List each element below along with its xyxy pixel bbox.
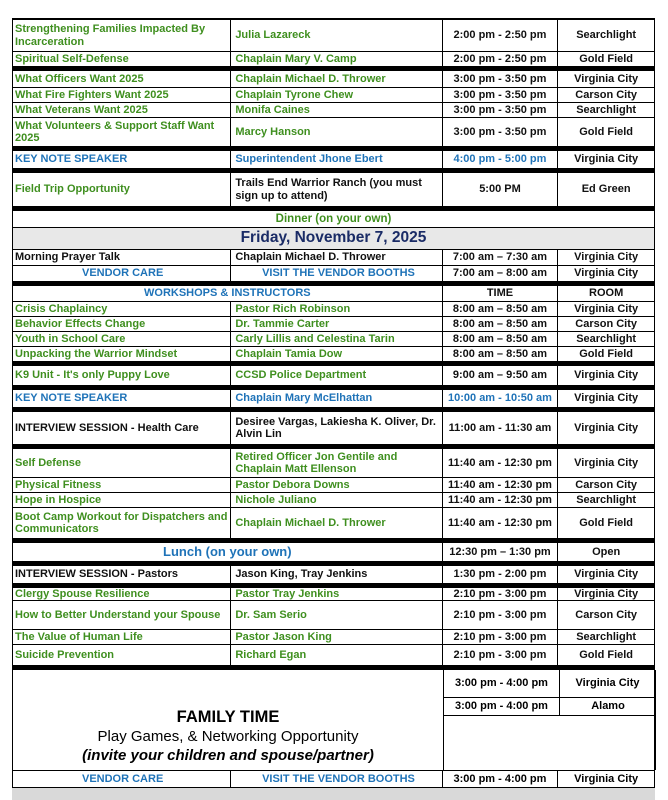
- schedule-row: [12, 361, 655, 385]
- schedule-row: [12, 507, 655, 538]
- session-title: What Fire Fighters Want 2025: [13, 88, 231, 102]
- session-title: Unpacking the Warrior Mindset: [13, 347, 231, 361]
- dinner-row: [12, 206, 655, 227]
- session-presenter: Marcy Hanson: [231, 118, 442, 146]
- schedule-row: [12, 407, 655, 444]
- vendor-final-time: 3:00 pm - 4:00 pm: [443, 771, 559, 787]
- session-room: Virginia City: [574, 588, 639, 600]
- family-time-title: FAMILY TIME: [176, 708, 280, 726]
- session-time: 3:00 pm - 3:50 pm: [443, 118, 559, 146]
- session-room: Carson City: [575, 478, 638, 491]
- session-title: INTERVIEW SESSION - Health Care: [13, 412, 231, 444]
- session-presenter: Pastor Debora Downs: [231, 478, 442, 492]
- session-title: VENDOR CARE: [13, 266, 231, 281]
- schedule-row: [12, 301, 655, 316]
- session-room: Searchlight: [576, 493, 637, 506]
- schedule-row: [12, 492, 655, 507]
- session-time: 5:00 PM: [443, 173, 559, 206]
- schedule-row: [12, 146, 655, 168]
- vendor-final-row: [12, 770, 655, 787]
- session-title: What Veterans Want 2025: [13, 103, 231, 117]
- session-room: Carson City: [575, 88, 638, 101]
- vendor-final-room: Virginia City: [574, 772, 639, 785]
- schedule-row: [12, 346, 655, 361]
- session-time: 3:00 pm - 3:50 pm: [443, 88, 559, 102]
- session-presenter: Carly Lillis and Celestina Tarin: [231, 332, 442, 346]
- session-presenter: VISIT THE VENDOR BOOTHS: [231, 266, 442, 281]
- session-presenter: Dr. Sam Serio: [231, 601, 442, 629]
- session-room: Gold Field: [579, 648, 634, 661]
- schedule-row: [12, 385, 655, 407]
- schedule-row: [12, 117, 655, 146]
- session-room: Open: [592, 545, 621, 558]
- family-slot1-time: 3:00 pm - 4:00 pm: [444, 670, 560, 698]
- vendor-final-label: VENDOR CARE: [13, 771, 231, 787]
- session-presenter: Chaplain Michael D. Thrower: [231, 71, 442, 87]
- session-time: 8:00 am – 8:50 am: [443, 332, 559, 346]
- session-time: 8:00 am – 8:50 am: [443, 302, 559, 316]
- session-title: Clergy Spouse Resilience: [13, 588, 231, 600]
- session-time: 11:40 am - 12:30 pm: [443, 493, 559, 507]
- schedule-row: [12, 477, 655, 492]
- session-room: Virginia City: [574, 369, 639, 382]
- session-title: Strengthening Families Impacted By Incarceration: [13, 20, 231, 51]
- session-room: Searchlight: [576, 630, 637, 643]
- schedule-row: [12, 600, 655, 629]
- session-time: 11:40 am - 12:30 pm: [443, 478, 559, 492]
- session-room: Ed Green: [581, 183, 631, 196]
- family-slot1-room: Virginia City: [560, 670, 656, 698]
- session-time: 2:10 pm - 3:00 pm: [443, 630, 559, 644]
- session-room: Searchlight: [576, 332, 637, 345]
- session-presenter: Chaplain Michael D. Thrower: [231, 508, 442, 538]
- schedule-row: [12, 331, 655, 346]
- session-time: 8:00 am – 8:50 am: [443, 317, 559, 331]
- session-room: Gold Field: [579, 52, 634, 65]
- session-title: The Value of Human Life: [13, 630, 231, 644]
- session-title: INTERVIEW SESSION - Pastors: [13, 566, 231, 583]
- session-time: 12:30 pm – 1:30 pm: [443, 543, 559, 561]
- session-time: 2:10 pm - 3:00 pm: [443, 645, 559, 665]
- session-room: Gold Field: [579, 347, 634, 360]
- schedule-row: [12, 51, 655, 66]
- session-time: 11:40 am - 12:30 pm: [443, 449, 559, 477]
- session-presenter: Superintendent Jhone Ebert: [231, 151, 442, 168]
- session-room: Gold Field: [579, 516, 634, 529]
- session-room: ROOM: [589, 287, 624, 300]
- schedule-row: [12, 561, 655, 583]
- session-presenter: Chaplain Michael D. Thrower: [231, 250, 442, 265]
- session-title: Self Defense: [13, 449, 231, 477]
- session-room: Virginia City: [574, 421, 639, 434]
- dinner-label: Dinner (on your own): [275, 212, 392, 225]
- family-time-subtitle: Play Games, & Networking Opportunity: [97, 728, 359, 745]
- session-title: Suicide Prevention: [13, 645, 231, 665]
- session-title: Crisis Chaplaincy: [13, 302, 231, 316]
- session-title: Youth in School Care: [13, 332, 231, 346]
- session-title: What Officers Want 2025: [13, 71, 231, 87]
- session-title: KEY NOTE SPEAKER: [13, 151, 231, 168]
- session-title: Morning Prayer Talk: [13, 250, 231, 265]
- session-title: K9 Unit - It's only Puppy Love: [13, 366, 231, 385]
- section-label: Lunch (on your own): [13, 543, 443, 561]
- session-title: KEY NOTE SPEAKER: [13, 390, 231, 407]
- schedule-row: [12, 87, 655, 102]
- session-room: Virginia City: [574, 251, 639, 264]
- schedule-row: [12, 444, 655, 477]
- schedule-row: [12, 281, 655, 301]
- page-footer-band: [12, 787, 655, 800]
- schedule-row: [12, 102, 655, 117]
- session-room: Virginia City: [574, 72, 639, 85]
- session-time: 4:00 pm - 5:00 pm: [443, 151, 559, 168]
- session-room: Virginia City: [574, 153, 639, 166]
- session-presenter: CCSD Police Department: [231, 366, 442, 385]
- family-slot2-room: Alamo: [560, 698, 656, 716]
- schedule-row: [12, 265, 655, 281]
- session-presenter: Chaplain Mary McElhattan: [231, 390, 442, 407]
- schedule-row: [12, 538, 655, 561]
- schedule-row: [12, 66, 655, 87]
- session-room: Virginia City: [574, 456, 639, 469]
- session-presenter: Trails End Warrior Ranch (you must sign up to attend): [231, 173, 442, 206]
- session-time: 3:00 pm - 3:50 pm: [443, 71, 559, 87]
- schedule-row: [12, 316, 655, 331]
- session-presenter: Chaplain Tamia Dow: [231, 347, 442, 361]
- session-title: Hope in Hospice: [13, 493, 231, 507]
- session-title: Behavior Effects Change: [13, 317, 231, 331]
- session-time: 2:10 pm - 3:00 pm: [443, 601, 559, 629]
- family-slot2-time: 3:00 pm - 4:00 pm: [444, 698, 560, 716]
- session-time: 10:00 am - 10:50 am: [443, 390, 559, 407]
- vendor-final-activity: VISIT THE VENDOR BOOTHS: [231, 771, 442, 787]
- schedule-row: [12, 249, 655, 265]
- schedule-row: [12, 644, 655, 665]
- day-header-row: [12, 227, 655, 249]
- session-title: Physical Fitness: [13, 478, 231, 492]
- session-time: 2:00 pm - 2:50 pm: [443, 52, 559, 66]
- session-presenter: Julia Lazareck: [231, 20, 442, 51]
- session-room: Gold Field: [579, 125, 634, 138]
- session-room: Virginia City: [574, 392, 639, 405]
- session-title: Boot Camp Workout for Dispatchers and Communicators: [13, 508, 231, 538]
- session-presenter: Nichole Juliano: [231, 493, 442, 507]
- schedule-row: [12, 583, 655, 600]
- session-time: 7:00 am – 7:30 am: [443, 250, 559, 265]
- schedule-row: [12, 19, 655, 51]
- session-presenter: Retired Officer Jon Gentile and Chaplain Matt Ellenson: [231, 449, 442, 477]
- session-presenter: Richard Egan: [231, 645, 442, 665]
- session-time: 11:40 am - 12:30 pm: [443, 508, 559, 538]
- session-presenter: Pastor Jason King: [231, 630, 442, 644]
- session-room: Carson City: [575, 608, 638, 621]
- session-title: Spiritual Self-Defense: [13, 52, 231, 66]
- session-presenter: Chaplain Mary V. Camp: [231, 52, 442, 66]
- session-presenter: Jason King, Tray Jenkins: [231, 566, 442, 583]
- session-room: Searchlight: [576, 103, 637, 116]
- session-room: Virginia City: [574, 302, 639, 315]
- session-title: What Volunteers & Support Staff Want 2025: [13, 118, 231, 146]
- session-presenter: Desiree Vargas, Lakiesha K. Oliver, Dr. Alvin Lin: [231, 412, 442, 444]
- session-time: 1:30 pm - 2:00 pm: [443, 566, 559, 583]
- session-time: 11:00 am - 11:30 am: [443, 412, 559, 444]
- schedule-row: [12, 629, 655, 644]
- session-presenter: Monifa Caines: [231, 103, 442, 117]
- day-header: Friday, November 7, 2025: [240, 229, 427, 247]
- session-room: Searchlight: [576, 29, 637, 42]
- section-label: WORKSHOPS & INSTRUCTORS: [13, 286, 443, 301]
- session-presenter: Pastor Rich Robinson: [231, 302, 442, 316]
- session-time: 2:10 pm - 3:00 pm: [443, 588, 559, 600]
- top-border: [12, 18, 655, 19]
- session-room: Virginia City: [574, 267, 639, 280]
- session-time: 7:00 am – 8:00 am: [443, 266, 559, 281]
- session-room: Carson City: [575, 317, 638, 330]
- session-time: 8:00 am – 8:50 am: [443, 347, 559, 361]
- session-presenter: Pastor Tray Jenkins: [231, 588, 442, 600]
- session-time: TIME: [443, 286, 559, 301]
- session-title: Field Trip Opportunity: [13, 173, 231, 206]
- session-time: 9:00 am – 9:50 am: [443, 366, 559, 385]
- family-time-invite: (invite your children and spouse/partner): [82, 747, 374, 764]
- schedule-row: [12, 168, 655, 206]
- family-time-cell: [13, 670, 444, 770]
- session-room: Virginia City: [574, 568, 639, 581]
- session-presenter: Chaplain Tyrone Chew: [231, 88, 442, 102]
- family-time-block: [12, 665, 655, 770]
- session-time: 2:00 pm - 2:50 pm: [443, 20, 559, 51]
- session-title: How to Better Understand your Spouse: [13, 601, 231, 629]
- session-time: 3:00 pm - 3:50 pm: [443, 103, 559, 117]
- session-presenter: Dr. Tammie Carter: [231, 317, 442, 331]
